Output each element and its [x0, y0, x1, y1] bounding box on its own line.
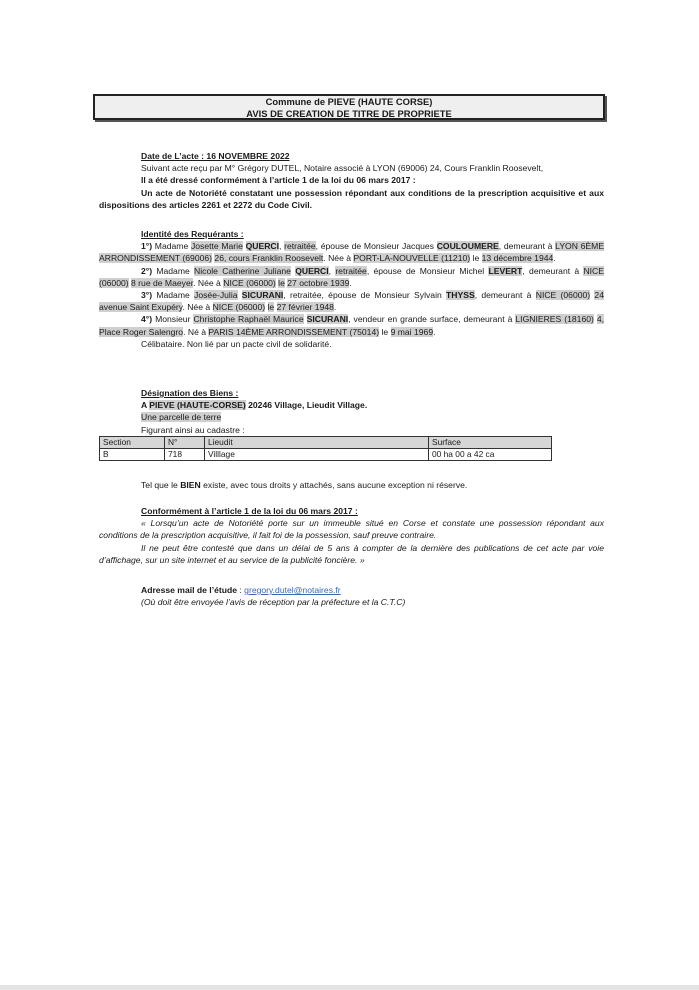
contact-note: (Où doit être envoyée l’avis de réception par la préfecture et la C.T.C): [141, 597, 406, 608]
cadastre-cell-numero: 718: [165, 449, 205, 461]
conformement-quote-2: Il ne peut être contesté que dans un délai de 5 ans à compter de la dernière des publications de cet acte par voie d’affichage, sur un site internet et au service de la publicité foncière. »: [99, 542, 604, 565]
requerants-section: [99, 228, 604, 350]
acte-date: Date de L’acte : 16 NOVEMBRE 2022: [141, 151, 290, 161]
requerant-2: 2°) Madame Nicole Catherine Juliane QUERCI, retraitée, épouse de Monsieur Michel LEVERT, demeurant à NICE (06000) 8 rue de Maeyer. Née à NICE (06000) le 27 octobre 1939.: [99, 265, 604, 288]
conformement-quote-1: « Lorsqu’un acte de Notoriété porte sur un immeuble situé en Corse et constate une possession répondant aux conditions de la prescription acquisitive, il fait foi de la possession, sauf preuve contraire.: [99, 518, 604, 541]
document-header-box: [93, 94, 605, 120]
biens-parcelle: Une parcelle de terre: [141, 412, 222, 423]
contact-label: Adresse mail de l’étude: [141, 585, 237, 595]
cadastre-table: [99, 436, 552, 461]
header-commune: Commune de PIEVE (HAUTE CORSE): [265, 96, 433, 107]
header-avis-title: AVIS DE CREATION DE TITRE DE PROPRIETE: [246, 108, 452, 119]
cadastre-cell-section: B: [100, 449, 165, 461]
cadastre-cell-surface: 00 ha 00 a 42 ca: [429, 449, 552, 461]
biens-title: Désignation des Biens :: [141, 388, 239, 398]
cadastre-cell-lieudit: Villlage: [205, 449, 429, 461]
email-link[interactable]: gregory.dutel@notaires.fr: [244, 585, 341, 595]
biens-lieu: A PIEVE (HAUTE-CORSE) 20246 Village, Lieudit Village.: [141, 400, 368, 411]
biens-section: [99, 387, 604, 436]
requerant-4-celibataire: Célibataire. Non lié par un pacte civil de solidarité.: [141, 338, 332, 349]
acte-section: [99, 150, 604, 211]
page-bottom-edge: [0, 985, 699, 990]
cadastre-header-row: [100, 437, 552, 449]
requerant-1: 1°) Madame Josette Marie QUERCI, retraitée, épouse de Monsieur Jacques COULOUMERE, demeurant à LYON 6ÈME ARRONDISSEMENT (69006) 26, cours Franklin Roosevelt. Née à PORT-LA-NOUVELLE (11210) le 13 décembre 1944.: [99, 241, 605, 264]
tel-que-line: Tel que le BIEN existe, avec tous droits y attachés, sans aucune exception ni réserve.: [141, 480, 468, 490]
cadastre-header-numero: N°: [165, 437, 205, 449]
cadastre-header-section: Section: [100, 437, 165, 449]
requerant-3: 3°) Madame Josée-Julia SICURANI, retraitée, épouse de Monsieur Sylvain THYSS, demeurant à NICE (06000) 24 avenue Saint Exupéry. Née à NICE (06000) le 27 février 1948.: [99, 290, 604, 313]
conformement-section: [99, 505, 604, 566]
conformement-title: Conformément à l’article 1 de la loi du 06 mars 2017 :: [141, 506, 358, 516]
acte-dresse: Il a été dressé conformément à l’article 1 de la loi du 06 mars 2017 :: [141, 175, 416, 186]
acte-notoriete: Un acte de Notoriété constatant une possession répondant aux conditions de la prescription acquisitive et aux dispositions des articles 2261 et 2272 du Code Civil.: [99, 187, 604, 210]
acte-recu: Suivant acte reçu par M° Grégory DUTEL, Notaire associé à LYON (69006) 24, Cours Franklin Roosevelt,: [141, 163, 544, 174]
requerant-4: 4°) Monsieur Christophe Raphaël Maurice SICURANI, vendeur en grande surface, demeurant à LIGNIERES (18160) 4, Place Roger Salengro. Né à PARIS 14ÈME ARRONDISSEMENT (75014) le 9 mai 1969.: [99, 314, 605, 337]
biens-figurant: Figurant ainsi au cadastre :: [141, 424, 245, 435]
cadastre-header-surface: Surface: [429, 437, 552, 449]
cadastre-header-lieudit: Lieudit: [205, 437, 429, 449]
contact-section: Adresse mail de l’étude : gregory.dutel@notaires.fr (Où doit être envoyée l’avis de réception par la préfecture et la C.T.C): [99, 584, 604, 608]
requerants-title: Identité des Requérants :: [141, 229, 244, 239]
table-row: [100, 449, 552, 461]
